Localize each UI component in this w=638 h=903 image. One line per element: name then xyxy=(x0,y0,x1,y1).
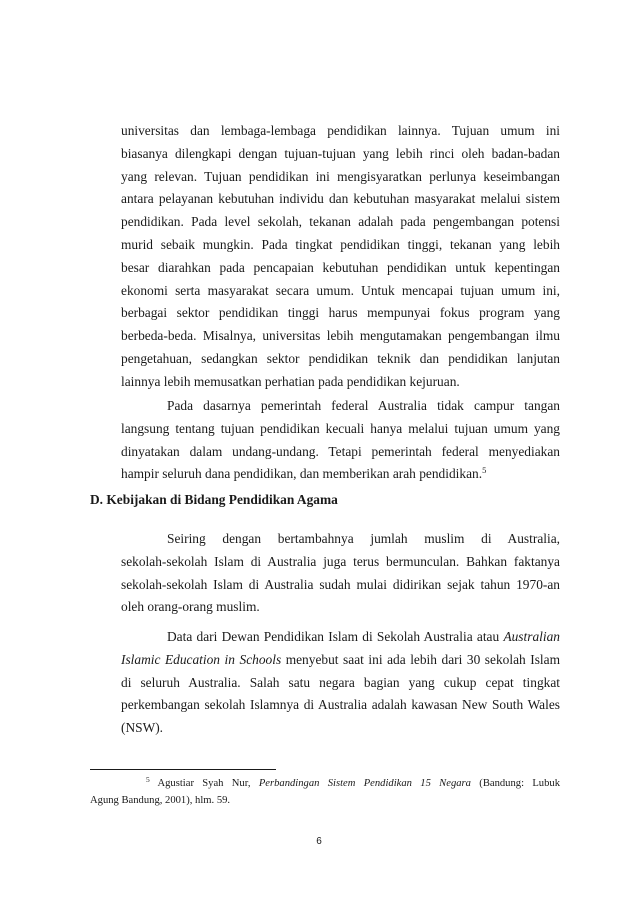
text-line: perkembangan sekolah Islamnya di Australia adalah kawasan New South Wales xyxy=(121,697,560,713)
text-line: besar diarahkan pada pencapaian kebutuhan pendidikan untuk kepentingan xyxy=(121,259,560,275)
footnote-author: Agustiar Syah Nur, xyxy=(157,778,251,789)
footnote-separator xyxy=(90,769,276,770)
text-line: Pada dasarnya pemerintah federal Australia tidak campur tangan xyxy=(167,398,560,413)
text-line: sekolah-sekolah Islam di Australia juga terus bermunculan. Bahkan faktanya xyxy=(121,553,560,569)
text-line: dinyatakan dalam undang-undang. Tetapi pemerintah federal menyediakan xyxy=(121,443,560,459)
footnote-title: Perbandingan Sistem Pendidikan 15 Negara xyxy=(258,778,471,789)
text-line-content: menyebut saat ini ada lebih dari 30 sekolah Islam xyxy=(285,651,560,667)
text-line: murid sebaik mungkin. Pada tingkat pendidikan tinggi, tekanan yang lebih xyxy=(121,236,560,252)
text-line: langsung tentang tujuan pendidikan kecuali hanya melalui tujuan umum yang xyxy=(121,420,560,436)
text-line: yang relevan. Tujuan pendidikan ini mengisyaratkan perlunya keseimbangan xyxy=(121,168,560,184)
footnote-publisher: (Bandung: Lubuk xyxy=(479,778,560,789)
text-line xyxy=(121,649,560,672)
text-line: universitas dan lembaga-lembaga pendidikan lainnya. Tujuan umum ini xyxy=(121,123,560,138)
text-line: oleh orang-orang muslim. xyxy=(121,599,260,615)
text-line: berbeda-beda. Misalnya, universitas lebih mengutamakan pengembangan ilmu xyxy=(121,328,560,344)
text-line: biasanya dilengkapi dengan tujuan-tujuan yang lebih rinci oleh badan-badan xyxy=(121,145,560,161)
footnote-reference[interactable]: 5 xyxy=(482,465,487,476)
text-line-content: hampir seluruh dana pendidikan, dan memberikan arah pendidikan. xyxy=(121,466,483,482)
italic-term: Australian xyxy=(503,629,560,644)
paragraph-1 xyxy=(121,120,560,394)
paragraph-2 xyxy=(121,395,560,486)
text-line: (NSW). xyxy=(121,720,164,736)
text-line: berbagai sektor pendidikan tinggi harus mempunyai fokus program yang xyxy=(121,305,560,321)
text-line xyxy=(121,626,560,649)
footnote-line xyxy=(90,776,560,793)
text-line: ekonomi serta masyarakat secara umum. Untuk mencapai tujuan umum ini, xyxy=(121,282,560,298)
footnote-number: 5 xyxy=(146,775,150,784)
section-heading-title: Kebijakan di Bidang Pendidikan Agama xyxy=(106,492,338,507)
text-line: Seiring dengan bertambahnya jumlah muslim di Australia, xyxy=(167,531,560,546)
section-heading xyxy=(90,489,338,511)
footnote-line: Agung Bandung, 2001), hlm. 59. xyxy=(90,794,231,806)
footnote xyxy=(90,776,560,809)
text-line: lainnya lebih memusatkan perhatian pada pendidikan kejuruan. xyxy=(121,373,460,389)
paragraph-3 xyxy=(121,528,560,619)
text-line-content: Data dari Dewan Pendidikan Islam di Sekolah Australia atau xyxy=(167,629,500,644)
text-line: sekolah-sekolah Islam di Australia sudah mulai didirikan sejak tahun 1970-an xyxy=(121,576,560,592)
text-line: di seluruh Australia. Salah satu negara bagian yang cukup cepat tingkat xyxy=(121,674,560,690)
text-line: pengetahuan, sedangkan sektor pendidikan teknik dan pendidikan lanjutan xyxy=(121,350,560,366)
paragraph-4 xyxy=(121,626,560,740)
text-line xyxy=(121,463,560,486)
text-line: pendidikan. Pada level sekolah, tekanan adalah pada pengembangan potensi xyxy=(121,214,560,230)
page-number: 6 xyxy=(316,836,322,847)
italic-term: Islamic Education in Schools xyxy=(121,651,282,667)
text-line: antara pelayanan kebutuhan individu dan kebutuhan masyarakat melalui sistem xyxy=(121,191,560,207)
section-heading-label: D. xyxy=(90,492,104,507)
